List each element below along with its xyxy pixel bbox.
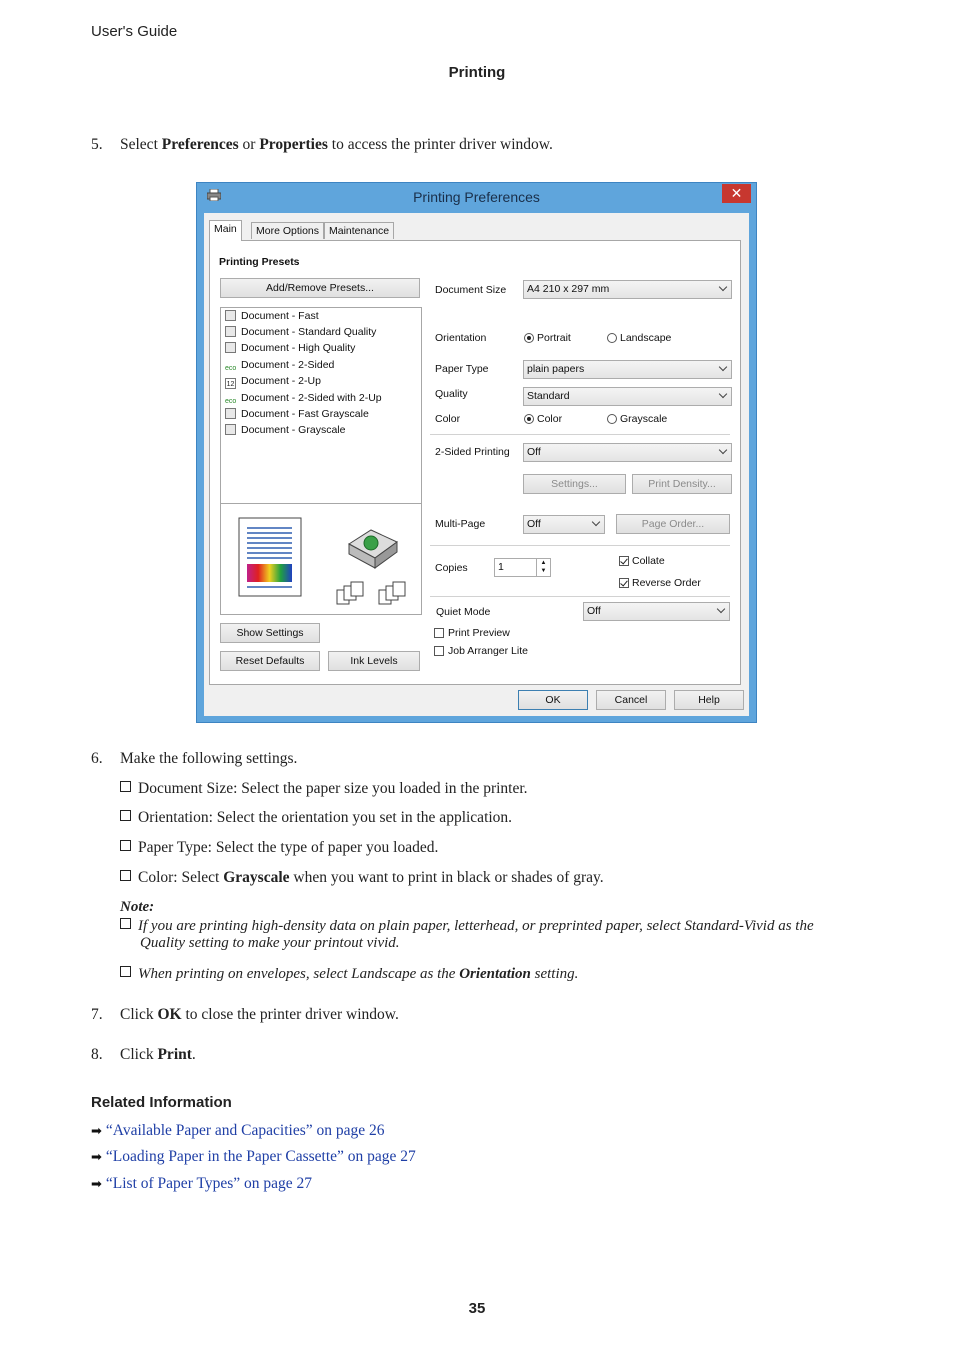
list-item[interactable]: Document - Standard Quality — [225, 324, 376, 340]
help-button[interactable]: Help — [674, 690, 744, 710]
divider — [430, 434, 730, 435]
color-option-label: Color — [537, 413, 563, 425]
running-head: User's Guide — [91, 23, 178, 40]
step-text: Click Print. — [120, 1046, 196, 1063]
copies-input[interactable]: 1 ▲ ▼ — [494, 558, 551, 577]
add-remove-presets-button[interactable]: Add/Remove Presets... — [220, 278, 420, 298]
ink-levels-button[interactable]: Ink Levels — [328, 651, 420, 671]
grayscale-radio[interactable] — [607, 414, 617, 424]
step-number: 6. — [91, 750, 103, 767]
chevron-down-icon — [719, 283, 727, 291]
step-number: 5. — [91, 136, 103, 153]
portrait-radio[interactable] — [524, 333, 534, 343]
divider — [430, 596, 730, 597]
eco-icon: eco — [225, 398, 237, 405]
preview-illustration — [221, 504, 421, 614]
arrow-right-icon: ➡ — [91, 1124, 102, 1139]
collate-label: Collate — [632, 555, 665, 567]
page-order-button[interactable]: Page Order... — [616, 514, 730, 534]
print-preview-label: Print Preview — [448, 627, 510, 639]
step-text: Select Preferences or Properties to access the printer driver window. — [120, 136, 553, 153]
list-item[interactable]: eco Document - 2-Sided with 2-Up — [225, 392, 382, 405]
collate-checkbox[interactable] — [619, 556, 629, 566]
landscape-label: Landscape — [620, 332, 672, 344]
color-radio[interactable] — [524, 414, 534, 424]
presets-list — [220, 307, 422, 504]
page-number: 35 — [468, 1300, 486, 1317]
arrow-right-icon: ➡ — [91, 1150, 102, 1165]
chevron-down-icon — [719, 390, 727, 398]
document-icon — [225, 326, 236, 337]
related-info-heading: Related Information — [91, 1094, 232, 1111]
dialog-title: Printing Preferences — [413, 189, 540, 205]
chevron-down-icon — [717, 605, 725, 613]
step-number: 8. — [91, 1046, 103, 1063]
reverse-order-checkbox[interactable] — [619, 578, 629, 588]
eco-icon: eco — [225, 365, 237, 372]
divider — [430, 545, 730, 546]
job-arranger-checkbox[interactable] — [434, 646, 444, 656]
printing-preferences-dialog — [196, 182, 757, 723]
document-icon — [225, 424, 236, 435]
ok-button[interactable]: OK — [518, 690, 588, 710]
presets-heading: Printing Presets — [219, 256, 300, 268]
print-preview-thumbnail — [220, 503, 422, 615]
bullet-item: Color: Select Grayscale when you want to print in black or shades of gray. — [120, 869, 604, 887]
document-icon — [225, 408, 236, 419]
print-density-button[interactable]: Print Density... — [632, 474, 732, 494]
bullet-item: Paper Type: Select the type of paper you loaded. — [120, 839, 438, 857]
step-text: Make the following settings. — [120, 750, 298, 767]
quiet-mode-select[interactable]: Off — [583, 602, 730, 621]
document-icon — [225, 342, 236, 353]
document-size-select[interactable]: A4 210 x 297 mm — [523, 280, 732, 299]
two-sided-label: 2-Sided Printing — [435, 446, 510, 458]
chevron-down-icon — [719, 446, 727, 454]
tab-maintenance[interactable]: Maintenance — [324, 222, 394, 239]
arrow-right-icon: ➡ — [91, 1177, 102, 1192]
list-item[interactable]: Document - High Quality — [225, 340, 355, 356]
related-link[interactable]: ➡ “List of Paper Types” on page 27 — [91, 1175, 313, 1192]
bullet-item: Orientation: Select the orientation you set in the application. — [120, 809, 512, 827]
quality-select[interactable]: Standard — [523, 387, 732, 406]
checkbox-bullet-icon — [120, 966, 131, 977]
tab-more-options[interactable]: More Options — [251, 222, 324, 239]
grayscale-label: Grayscale — [620, 413, 668, 425]
list-item[interactable]: 12 Document - 2-Up — [226, 375, 321, 388]
note-item: If you are printing high-density data on plain paper, letterhead, or preprinted paper, select Standard-Vivid as the Quality setting to make your printout vivid. — [120, 918, 860, 952]
close-button[interactable]: ✕ — [722, 184, 751, 203]
checkbox-bullet-icon — [120, 840, 131, 851]
multi-page-label: Multi-Page — [435, 518, 486, 530]
landscape-radio[interactable] — [607, 333, 617, 343]
chevron-down-icon — [719, 363, 727, 371]
checkbox-bullet-icon — [120, 918, 131, 929]
related-link[interactable]: ➡ “Available Paper and Capacities” on page 26 — [91, 1122, 385, 1139]
portrait-label: Portrait — [537, 332, 571, 344]
multi-page-select[interactable]: Off — [523, 515, 605, 534]
note-heading: Note: — [120, 899, 155, 915]
settings-button[interactable]: Settings... — [523, 474, 626, 494]
list-item[interactable]: Document - Fast — [225, 308, 319, 324]
print-preview-checkbox[interactable] — [434, 628, 444, 638]
list-item[interactable]: Document - Grayscale — [225, 422, 345, 438]
color-label: Color — [435, 413, 461, 425]
orientation-label: Orientation — [435, 332, 487, 344]
document-size-label: Document Size — [435, 284, 507, 296]
reverse-order-label: Reverse Order — [632, 577, 701, 589]
cancel-button[interactable]: Cancel — [596, 690, 666, 710]
quiet-mode-label: Quiet Mode — [436, 606, 491, 618]
bullet-item: Document Size: Select the paper size you loaded in the printer. — [120, 780, 528, 798]
reset-defaults-button[interactable]: Reset Defaults — [220, 651, 320, 671]
dialog-body — [204, 213, 749, 716]
checkbox-bullet-icon — [120, 870, 131, 881]
checkbox-bullet-icon — [120, 810, 131, 821]
two-up-icon: 12 — [225, 378, 236, 389]
paper-type-label: Paper Type — [435, 363, 489, 375]
paper-type-select[interactable]: plain papers — [523, 360, 732, 379]
tab-main[interactable]: Main — [209, 220, 242, 241]
list-item[interactable]: Document - Fast Grayscale — [225, 406, 369, 422]
note-item: When printing on envelopes, select Landscape as the Orientation setting. — [120, 966, 578, 983]
checkbox-bullet-icon — [120, 781, 131, 792]
spin-arrows-icon[interactable]: ▲ ▼ — [536, 559, 550, 576]
section-title: Printing — [448, 64, 506, 81]
chevron-down-icon — [592, 518, 600, 526]
step-text: Click OK to close the printer driver window. — [120, 1006, 399, 1023]
two-sided-select[interactable]: Off — [523, 443, 732, 462]
document-icon — [225, 310, 236, 321]
show-settings-button[interactable]: Show Settings — [220, 623, 320, 643]
copies-label: Copies — [435, 562, 468, 574]
job-arranger-label: Job Arranger Lite — [448, 645, 528, 657]
quality-label: Quality — [435, 388, 468, 400]
related-link[interactable]: ➡ “Loading Paper in the Paper Cassette” on page 27 — [91, 1148, 416, 1165]
list-item[interactable]: eco Document - 2-Sided — [225, 359, 335, 372]
main-tab-panel — [209, 240, 741, 685]
step-number: 7. — [91, 1006, 103, 1023]
